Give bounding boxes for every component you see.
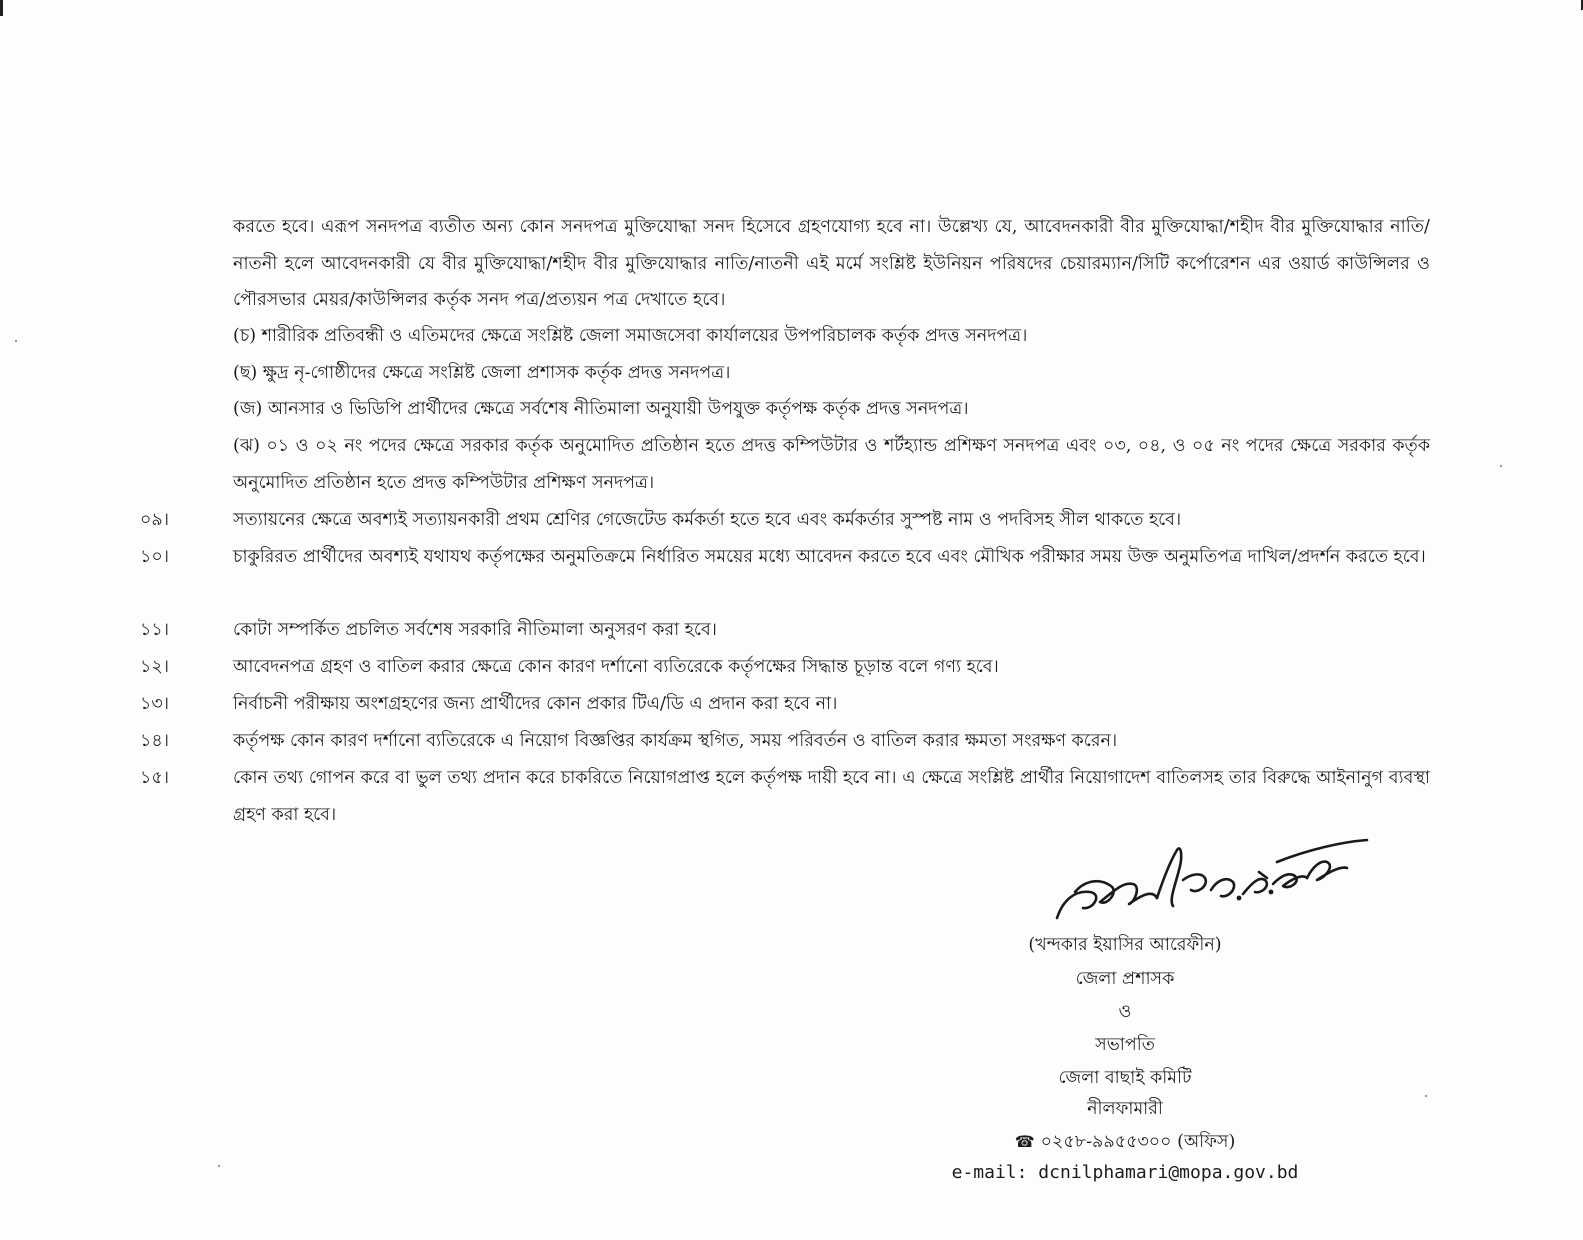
sub-item-cha: (চ) শারীরিক প্রতিবন্ধী ও এতিমদের ক্ষেত্রে সংশ্লিষ্ট জেলা সমাজসেবা কার্যালয়ের উপপরিচালক কর্তৃক প্রদত্ত সনদপত্র।	[233, 326, 1028, 346]
scan-edge-left	[0, 0, 3, 16]
intro-paragraph: করতে হবে। এরূপ সনদপত্র ব্যতীত অন্য কোন সনদপত্র মুক্তিযোদ্ধা সনদ হিসেবে গ্রহণযোগ্য হবে না। উল্লেখ্য যে, আবেদনকারী বীর মুক্তিযোদ্ধা/শহীদ বীর মুক্তিযোদ্ধার নাতি/নাতনী হলে আবেদনকারী যে বীর মুক্তিযোদ্ধা/শহীদ বীর মুক্তিযোদ্ধার নাতি/নাতনী এই মর্মে সংশ্লিষ্ট ইউনিয়ন পরিষদের চেয়ারম্যান/সিটি কর্পোরেশন এর ওয়ার্ড কাউন্সিলর ও পৌরসভার মেয়র/কাউন্সিলর কর্তৃক সনদ পত্র/প্রত্যয়ন পত্র দেখাতে হবে।	[233, 217, 1430, 310]
item-text: সত্যায়নের ক্ষেত্রে অবশ্যই সত্যায়নকারী প্রথম শ্রেণির গেজেটেড কর্মকর্তা হতে হবে এবং কর্মকর্তার সুস্পষ্ট নাম ও পদবিসহ সীল থাকতে হবে।	[233, 510, 1182, 530]
scan-speck	[15, 340, 17, 342]
signatory-role: সভাপতি	[1095, 1035, 1155, 1055]
item-text: কোটা সম্পর্কিত প্রচলিত সর্বশেষ সরকারি নীতিমালা অনুসরণ করা হবে।	[233, 620, 717, 640]
item-text: চাকুরিরত প্রার্থীদের অবশ্যই যথাযথ কর্তৃপক্ষের অনুমতিক্রমে নির্ধারিত সময়ের মধ্যে আবেদন করতে হবে এবং মৌখিক পরীক্ষার সময় উক্ত অনুমতিপত্র দাখিল/প্রদর্শন করতে হবে।	[233, 547, 1426, 567]
signatory-name: (খন্দকার ইয়াসির আরেফীন)	[1028, 935, 1222, 955]
item-number: ১১।	[140, 620, 169, 640]
sub-item-jha: (ঝ) ০১ ও ০২ নং পদের ক্ষেত্রে সরকার কর্তৃক অনুমোদিত প্রতিষ্ঠান হতে প্রদত্ত কম্পিউটার ও শর্টহ্যান্ড প্রশিক্ষণ সনদপত্র এবং ০৩, ০৪, ও ০৫ নং পদের ক্ষেত্রে সরকার কর্তৃক অনুমোদিত প্রতিষ্ঠান হতে প্রদত্ত কম্পিউটার প্রশিক্ষণ সনদপত্র।	[233, 436, 1430, 493]
office-phone	[900, 1127, 1350, 1157]
item-text: আবেদনপত্র গ্রহণ ও বাতিল করার ক্ষেত্রে কোন কারণ দর্শানো ব্যতিরেকে কর্তৃপক্ষের সিদ্ধান্ত চূড়ান্ত বলে গণ্য হবে।	[233, 657, 999, 677]
signatory-conjunction: ও	[1118, 1002, 1132, 1022]
item-text: কোন তথ্য গোপন করে বা ভুল তথ্য প্রদান করে চাকরিতে নিয়োগপ্রাপ্ত হলে কর্তৃপক্ষ দায়ী হবে না। এ ক্ষেত্রে সংশ্লিষ্ট প্রার্থীর নিয়োগাদেশ বাতিলসহ তার বিরুদ্ধে আইনানুগ ব্যবস্থা গ্রহণ করা হবে।	[233, 768, 1430, 825]
phone-number: ০২৫৮-৯৯৫৫৩০০ (অফিস)	[1040, 1132, 1236, 1152]
item-number: ১৩।	[140, 694, 169, 714]
telephone-icon: ☎	[1014, 1132, 1035, 1151]
scan-speck	[1425, 1095, 1427, 1097]
item-number: ০৯।	[140, 510, 169, 530]
office-email: e-mail: dcnilphamari@mopa.gov.bd	[951, 1162, 1299, 1183]
sub-item-chha: (ছ) ক্ষুদ্র নৃ-গোষ্ঠীদের ক্ষেত্রে সংশ্লিষ্ট জেলা প্রশাসক কর্তৃক প্রদত্ত সনদপত্র।	[233, 363, 731, 383]
item-number: ১০।	[140, 547, 169, 567]
item-number: ১৪।	[140, 731, 169, 751]
scan-speck	[1500, 465, 1502, 467]
signatory-district: নীলফামারী	[1087, 1099, 1163, 1119]
item-number: ১২।	[140, 657, 169, 677]
item-number: ১৫।	[140, 768, 169, 788]
sub-item-ja: (জ) আনসার ও ভিডিপি প্রার্থীদের ক্ষেত্রে সর্বশেষ নীতিমালা অনুযায়ী উপযুক্ত কর্তৃপক্ষ কর্তৃক প্রদত্ত সনদপত্র।	[233, 399, 969, 419]
scan-speck	[218, 1165, 220, 1167]
signatory-title: জেলা প্রশাসক	[1075, 969, 1175, 989]
signatory-committee: জেলা বাছাই কমিটি	[1058, 1068, 1192, 1088]
handwritten-signature	[1045, 820, 1375, 930]
item-text: কর্তৃপক্ষ কোন কারণ দর্শানো ব্যতিরেকে এ নিয়োগ বিজ্ঞপ্তির কার্যক্রম স্থগিত, সময় পরিবর্তন ও বাতিল করার ক্ষমতা সংরক্ষণ করেন।	[233, 731, 1118, 751]
item-text: নির্বাচনী পরীক্ষায় অংশগ্রহণের জন্য প্রার্থীদের কোন প্রকার টিএ/ডি এ প্রদান করা হবে না।	[233, 694, 838, 714]
